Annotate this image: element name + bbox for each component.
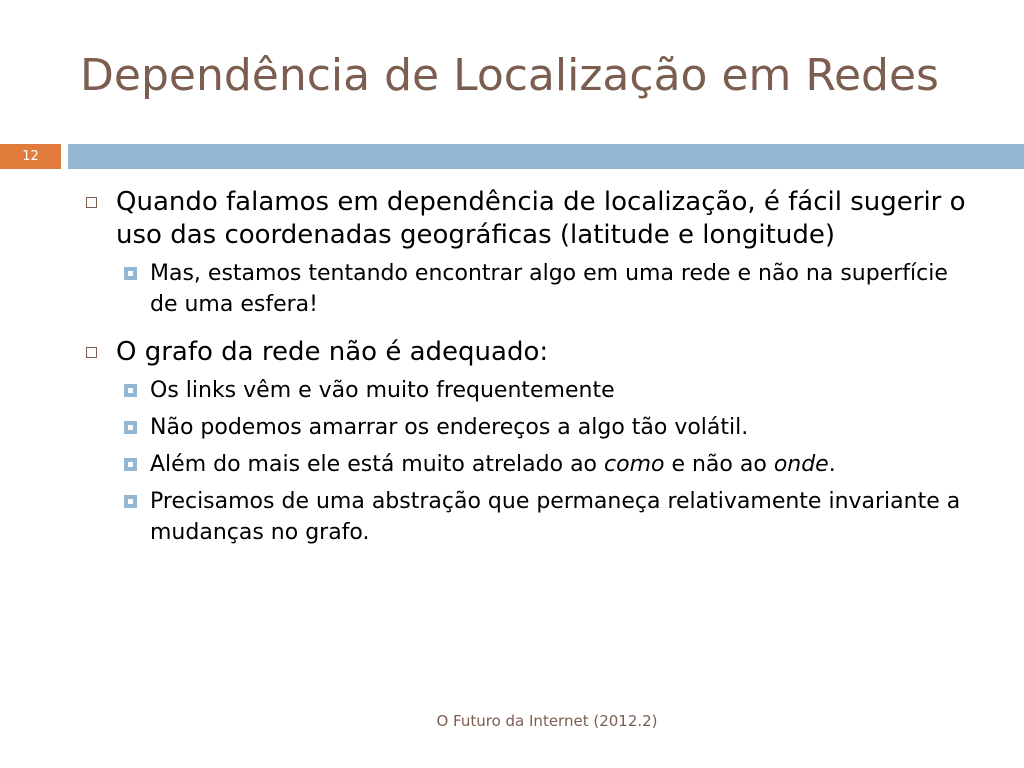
sub-bullet-item-addresses — [80, 412, 980, 443]
square-bullet-icon — [124, 267, 137, 280]
slide-footer: O Futuro da Internet (2012.2) — [436, 712, 658, 730]
sub-bullet-text-end: . — [828, 452, 836, 477]
sub-bullet-text-start: Além do mais ele está muito atrelado ao — [150, 452, 605, 477]
slide-title: Dependência de Localização em Redes — [80, 50, 939, 101]
sub-bullet-text: Não podemos amarrar os endereços a algo tão volátil. — [150, 415, 749, 440]
slide-content — [80, 186, 980, 554]
square-bullet-icon — [124, 495, 137, 508]
bullet-item-location-dependence — [80, 186, 980, 252]
bullet-text: O grafo da rede não é adequado: — [116, 337, 549, 367]
sub-bullet-item-sphere — [80, 258, 980, 320]
emphasis-where: onde — [773, 452, 829, 477]
bullet-text: Quando falamos em dependência de localização, é fácil sugerir o uso das coordenadas geográficas (latitude e longitude) — [116, 187, 966, 250]
slide-number-badge: 12 — [0, 144, 61, 169]
sub-bullet-item-links — [80, 375, 980, 406]
header-accent-bar — [68, 144, 1024, 169]
sub-bullet-item-how-where — [80, 449, 980, 480]
sub-bullet-text: Mas, estamos tentando encontrar algo em uma rede e não na superfície de uma esfera! — [150, 261, 948, 317]
sub-bullet-item-abstraction — [80, 486, 980, 548]
sub-bullet-text: Precisamos de uma abstração que permaneça relativamente invariante a mudanças no grafo. — [150, 489, 961, 545]
sub-bullet-text: Os links vêm e vão muito frequentemente — [150, 378, 615, 403]
square-bullet-icon — [124, 458, 137, 471]
square-bullet-icon — [124, 421, 137, 434]
bullet-item-graph-inadequate — [80, 336, 980, 369]
hollow-square-bullet-icon — [86, 197, 97, 208]
square-bullet-icon — [124, 384, 137, 397]
hollow-square-bullet-icon — [86, 347, 97, 358]
emphasis-how: como — [604, 452, 665, 477]
sub-bullet-text-middle: e não ao — [664, 452, 774, 477]
